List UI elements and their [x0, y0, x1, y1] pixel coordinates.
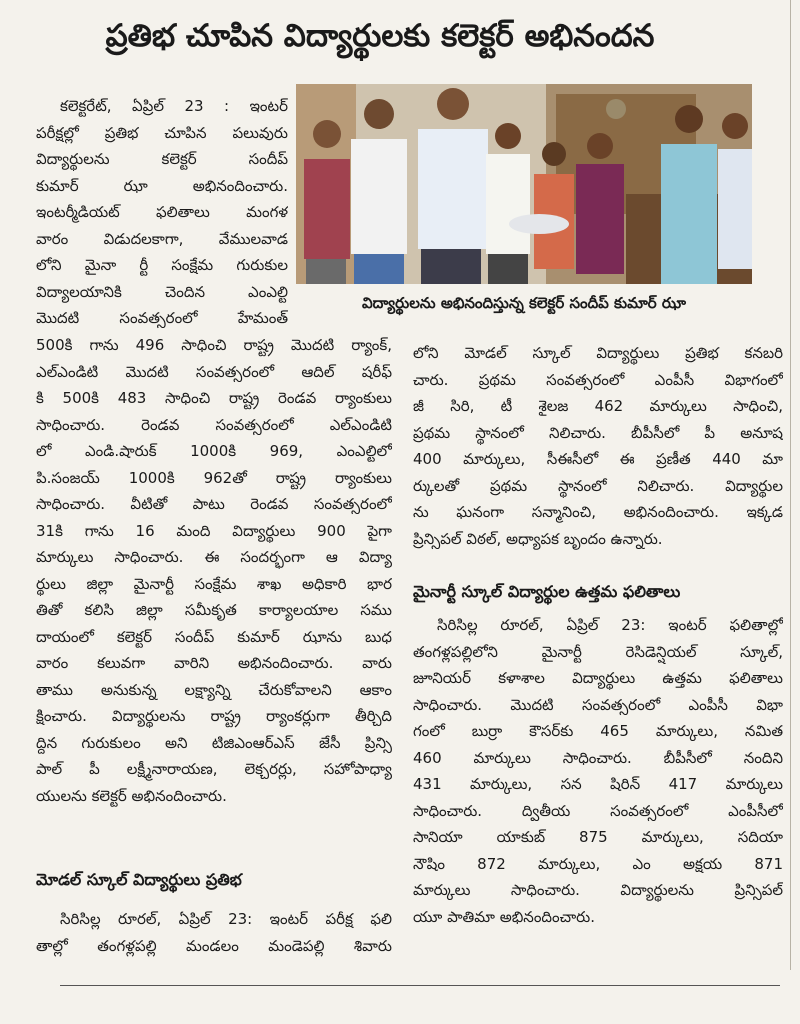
- photo-caption: విద్యార్థులను అభినందిస్తున్న కలెక్టర్ సందీప్ కుమార్ ఝా: [362, 294, 686, 312]
- text-line: ఇంటర్మీడియట్ ఫలితాలు మంగళ: [36, 203, 288, 221]
- text-line: ను ఘనంగా సన్మానించి, అభినందించారు. ఇక్కడ: [413, 503, 783, 521]
- text-line: ద్దిన గురుకులం అని టిజిఎంఆర్ఎస్ జేసీ ప్రిన్సి: [36, 733, 392, 752]
- text-line: మార్కులు సాధించారు. ఈ సందర్భంగా ఆ విద్యా: [36, 548, 392, 566]
- column-1-top: [36, 93, 288, 332]
- article-end-rule: [60, 985, 780, 986]
- text-line: మార్కులు సాధించారు. విద్యార్థులను ప్రిన్సిపల్: [413, 881, 783, 899]
- text-line: సానియా యాకుబ్ 875 మార్కులు, సదియా: [413, 828, 783, 846]
- text-line: తంగళ్లపల్లిలోని మైనార్టీ రెసిడెన్షియల్ స్కూల్,: [413, 642, 783, 661]
- text-line: వారం విడుదలకాగా, వేములవాడ: [36, 229, 288, 248]
- text-line: యూ పాతిమా అభినందించారు.: [413, 907, 596, 926]
- text-line: సాధించారు. మొదటి సంవత్సరంలో ఎంపీసీ విభా: [413, 695, 783, 714]
- column-2: [413, 340, 783, 552]
- text-line: పి.సంజయ్ 1000కి 962తో రాష్ట్ర ర్యాంకులు: [36, 468, 392, 487]
- text-line: ఎల్ఎండిటి మొదటి సంవత్సరంలో ఆదిల్ షరీఫ్: [36, 362, 392, 381]
- text-line: సాధించారు. వీటితో పాటు రెండవ సంవత్సరంలో: [36, 495, 392, 513]
- text-line: లో ఎండి.షారుక్ 1000కి 969, ఎంఎల్టిలో: [36, 442, 392, 460]
- text-line: తితో కలిసి జిల్లా సమీకృత కార్యాలయాల సము: [36, 601, 392, 619]
- text-line: విద్యార్థులను కలెక్టర్ సందీప్: [36, 150, 288, 168]
- text-line: కి 500కి 483 సాధించి రాష్ట్ర రెండవ ర్యాంకులు: [36, 389, 392, 407]
- text-line: సిరిసిల్ల రూరల్, ఏప్రిల్ 23: ఇంటర్ పరీక్ష ఫలి: [60, 910, 392, 928]
- text-line: యులను కలెక్టర్ అభినందించారు.: [36, 786, 227, 805]
- column-1: [36, 332, 392, 809]
- text-line: తాల్లో తంగళ్లపల్లి మండలం మండెపల్లి శివారు: [36, 936, 392, 955]
- text-line: నౌషిం 872 మార్కులు, ఎం అక్షయ 871: [413, 854, 783, 873]
- text-line: వారం కలువగా వారిని అభినందించారు. వారు: [36, 654, 392, 672]
- text-line: గంలో బుర్రా కౌసర్‌కు 465 మార్కులు, నమిత: [413, 722, 783, 740]
- text-line: చారు. ప్రథమ సంవత్సరంలో ఎంపీసీ విభాగంలో: [413, 370, 783, 389]
- text-line: కుమార్ ఝా అభినందించారు.: [36, 176, 288, 195]
- text-line: జూనియర్ కళాశాల విద్యార్థులు ఉత్తమ ఫలితాలు: [413, 669, 783, 687]
- text-line: లోని మోడల్ స్కూల్ విద్యార్థులు ప్రతిభ కనబరి: [413, 344, 783, 362]
- text-line: సిరిసిల్ల రూరల్, ఏప్రిల్ 23: ఇంటర్ ఫలితాల్లో: [437, 616, 783, 634]
- text-line: ప్రిన్సిపల్ విఠల్, అధ్యాపక బృందం ఉన్నారు.: [413, 529, 663, 548]
- news-photo: [296, 84, 752, 284]
- text-line: మొదటి సంవత్సరంలో హేమంత్: [36, 309, 288, 327]
- text-line: క్షించారు. విద్యార్థులను రాష్ట్ర ర్యాంకర్లుగా తీర్చిది: [36, 707, 392, 725]
- text-line: ర్కులతో ప్రథమ స్థానంలో నిలిచారు. విద్యార్థుల: [413, 476, 783, 495]
- subheading-minority-school: మైనార్టీ స్కూల్ విద్యార్థుల ఉత్తమ ఫలితాలు: [413, 582, 681, 601]
- text-line: కలెక్టరేట్, ఏప్రిల్ 23 : ఇంటర్: [60, 97, 288, 115]
- text-line: 31కి గాను 16 మంది విద్యార్థులు 900 పైగా: [36, 521, 392, 540]
- column-1-bottom: [36, 906, 392, 959]
- column-2-bottom: [413, 612, 783, 930]
- text-line: 431 మార్కులు, సన షిరిన్ 417 మార్కులు: [413, 775, 783, 793]
- text-line: విద్యాలయానికి చెందిన ఎంఎల్టి: [36, 282, 288, 301]
- text-line: తాము అనుకున్న లక్ష్యాన్ని చేరుకోవాలని ఆకాం: [36, 680, 392, 699]
- text-line: సాధించారు. ద్వితీయ సంవత్సరంలో ఎంపీసీలో: [413, 801, 783, 820]
- column-divider: [790, 0, 791, 970]
- subheading-model-school: మోడల్ స్కూల్ విద్యార్థులు ప్రతిభ: [36, 870, 242, 889]
- text-line: దాయంలో కలెక్టర్ సందీప్ కుమార్ ఝాను బుధ: [36, 627, 392, 646]
- headline: ప్రతిభ చూపిన విద్యార్థులకు కలెక్టర్ అభినందన: [105, 18, 655, 54]
- text-line: పాల్ పీ లక్ష్మీనారాయణ, లెక్చరర్లు, సహోపాధ్యా: [36, 760, 392, 778]
- text-line: జీ సిరి, టీ శైలజ 462 మార్కులు సాధించి,: [413, 397, 783, 415]
- text-line: ర్థులు జిల్లా మైనార్టీ సంక్షేమ శాఖ అధికారి భార: [36, 574, 392, 593]
- text-line: 500కి గాను 496 సాధించి రాష్ట్ర మొదటి ర్యాంక్,: [36, 336, 392, 354]
- text-line: సాధించారు. రెండవ సంవత్సరంలో ఎల్ఎండిటి: [36, 415, 392, 434]
- text-line: 400 మార్కులు, సీఈసీలో ఈ ప్రణీత 440 మా: [413, 450, 783, 468]
- text-line: 460 మార్కులు సాధించారు. బీపీసీలో నందిని: [413, 748, 783, 767]
- text-line: ప్రథమ స్థానంలో నిలిచారు. బీపీసీలో పీ అనూష: [413, 423, 783, 442]
- text-line: లోని మైనా ర్టీ సంక్షేమ గురుకుల: [36, 256, 288, 274]
- text-line: పరీక్షల్లో ప్రతిభ చూపిన పలువురు: [36, 123, 288, 142]
